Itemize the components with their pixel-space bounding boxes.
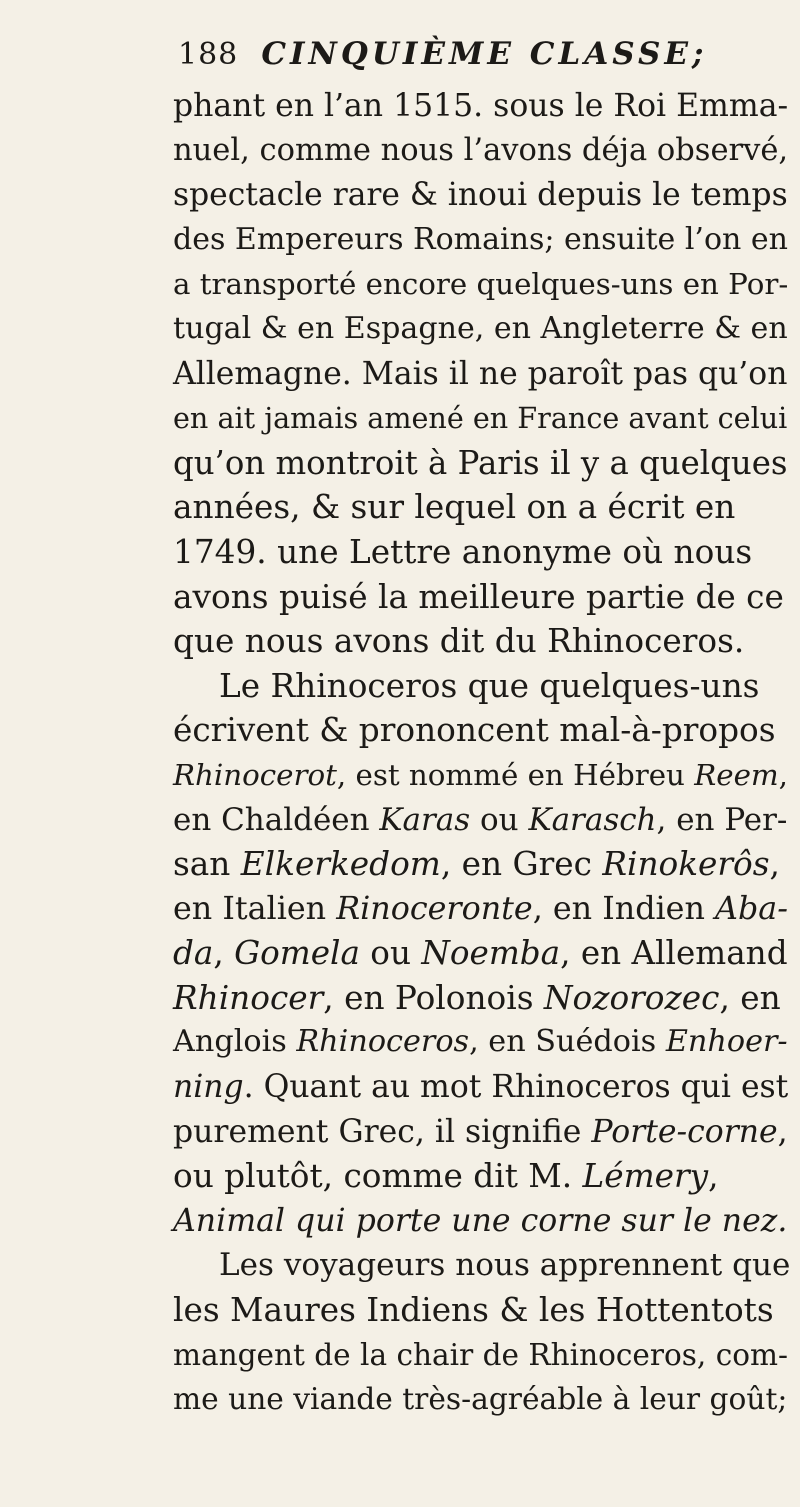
text-segment: écrivent & prononcent mal-à-propos (173, 711, 776, 750)
text-segment: ou (470, 801, 529, 838)
text-line (173, 129, 793, 174)
text-line (173, 798, 793, 843)
text-segment: , (778, 757, 788, 792)
text-line (173, 84, 793, 129)
text-segment: des Empereurs Romains; ensuite l’on en (173, 221, 788, 257)
text-segment: avons puisé la meilleure partie de ce (173, 577, 784, 616)
text-segment: , (708, 1157, 719, 1196)
text-segment: Le Rhinoceros que quelques-uns (219, 666, 760, 705)
italic-term: Gomela (234, 934, 360, 973)
italic-term: Noemba (421, 934, 561, 973)
text-segment: que nous avons dit du Rhinoceros. (173, 622, 745, 661)
italic-term: Rinokerôs (602, 845, 770, 884)
text-segment: ou (359, 934, 422, 973)
text-segment: Anglois (173, 1024, 297, 1060)
text-line (173, 1110, 793, 1155)
text-segment: Allemagne. Mais il ne paroît pas qu’on (173, 355, 788, 392)
text-line (173, 1020, 793, 1065)
text-line (173, 530, 793, 575)
text-segment: phant en l’an 1515. sous le Roi Emma- (173, 88, 789, 124)
text-segment: , en (719, 978, 781, 1017)
text-line (173, 1333, 793, 1378)
body-text (173, 84, 793, 1422)
text-line (173, 1243, 793, 1288)
text-segment: , (777, 1113, 788, 1150)
text-line (173, 1154, 793, 1199)
text-segment: , est nommé en Hébreu (336, 757, 695, 792)
text-segment: tugal & en Espagne, en Angleterre & en (173, 310, 788, 346)
text-line (173, 842, 793, 887)
text-line (173, 1199, 793, 1244)
text-line (173, 218, 793, 263)
text-segment: , en Polonois (323, 978, 544, 1017)
text-line (173, 619, 793, 664)
running-head: CINQUIÈME CLASSE; (261, 36, 708, 72)
text-line (173, 396, 793, 441)
text-segment: 1749. une Lettre anonyme où nous (173, 532, 753, 571)
text-line (173, 931, 793, 976)
text-line (173, 262, 793, 307)
italic-term: Aba- (715, 890, 788, 927)
text-line (173, 887, 793, 932)
text-line (173, 753, 793, 798)
text-segment: purement Grec, il signifie (173, 1113, 592, 1150)
text-segment: en Italien (173, 890, 337, 927)
text-segment: . Quant au mot Rhinoceros qui est (243, 1069, 789, 1106)
text-segment: les Maures Indiens & les Hottentots (173, 1291, 774, 1330)
text-line (173, 307, 793, 352)
italic-term: Reem (694, 757, 779, 792)
italic-term: Nozorozec (543, 978, 720, 1017)
text-line (173, 575, 793, 620)
text-line (173, 1288, 793, 1333)
text-segment: a transporté encore quelques-uns en Por- (173, 267, 789, 302)
text-segment: , (769, 845, 780, 884)
text-line (173, 352, 793, 397)
text-segment: san (173, 845, 241, 884)
italic-term: Karasch (528, 801, 657, 838)
text-segment: , (213, 934, 235, 973)
text-segment: Les voyageurs nous apprennent que (219, 1247, 791, 1284)
text-line (173, 173, 793, 218)
text-segment: , en Allemand (560, 934, 788, 973)
text-line (173, 1065, 793, 1110)
text-segment: , en Suédois (469, 1024, 666, 1060)
italic-term: Rinoceronte (336, 890, 533, 927)
italic-term: ning (173, 1069, 244, 1106)
text-segment: en Chaldéen (173, 801, 380, 838)
italic-term: Porte-corne (591, 1113, 778, 1150)
text-line (173, 976, 793, 1021)
text-segment: spectacle rare & inoui depuis le temps (173, 177, 788, 214)
text-line (173, 485, 793, 530)
text-segment: ou plutôt, comme dit M. (173, 1157, 583, 1196)
italic-term: Enhoer- (665, 1024, 788, 1060)
text-line (173, 708, 793, 753)
text-line (173, 441, 793, 486)
italic-term: Karas (379, 801, 471, 838)
italic-term: Rhinocer (173, 978, 324, 1017)
text-segment: , en Indien (532, 890, 716, 927)
text-segment: années, & sur lequel on a écrit en (173, 488, 736, 527)
italic-term: Animal qui porte une corne sur le nez. (173, 1202, 788, 1239)
text-segment: nuel, comme nous l’avons déja observé, (173, 132, 789, 168)
italic-term: Rhinoceros (296, 1024, 470, 1060)
text-segment: , en Grec (440, 845, 603, 884)
italic-term: da (173, 934, 214, 973)
text-segment: me une viande très-agréable à leur goût; (173, 1381, 788, 1417)
text-line (173, 664, 793, 709)
italic-term: Elkerkedom (240, 845, 441, 884)
italic-term: Lémery (582, 1157, 709, 1196)
text-segment: mangent de la chair de Rhinoceros, com- (173, 1337, 789, 1372)
text-line (173, 1377, 793, 1422)
text-segment: qu’on montroit à Paris il y a quelques (173, 443, 788, 482)
text-segment: en ait jamais amené en France avant celui (173, 401, 788, 436)
page-number: 188 (178, 37, 239, 72)
italic-term: Rhinocerot (173, 757, 337, 792)
text-segment: , en Per- (656, 801, 788, 838)
